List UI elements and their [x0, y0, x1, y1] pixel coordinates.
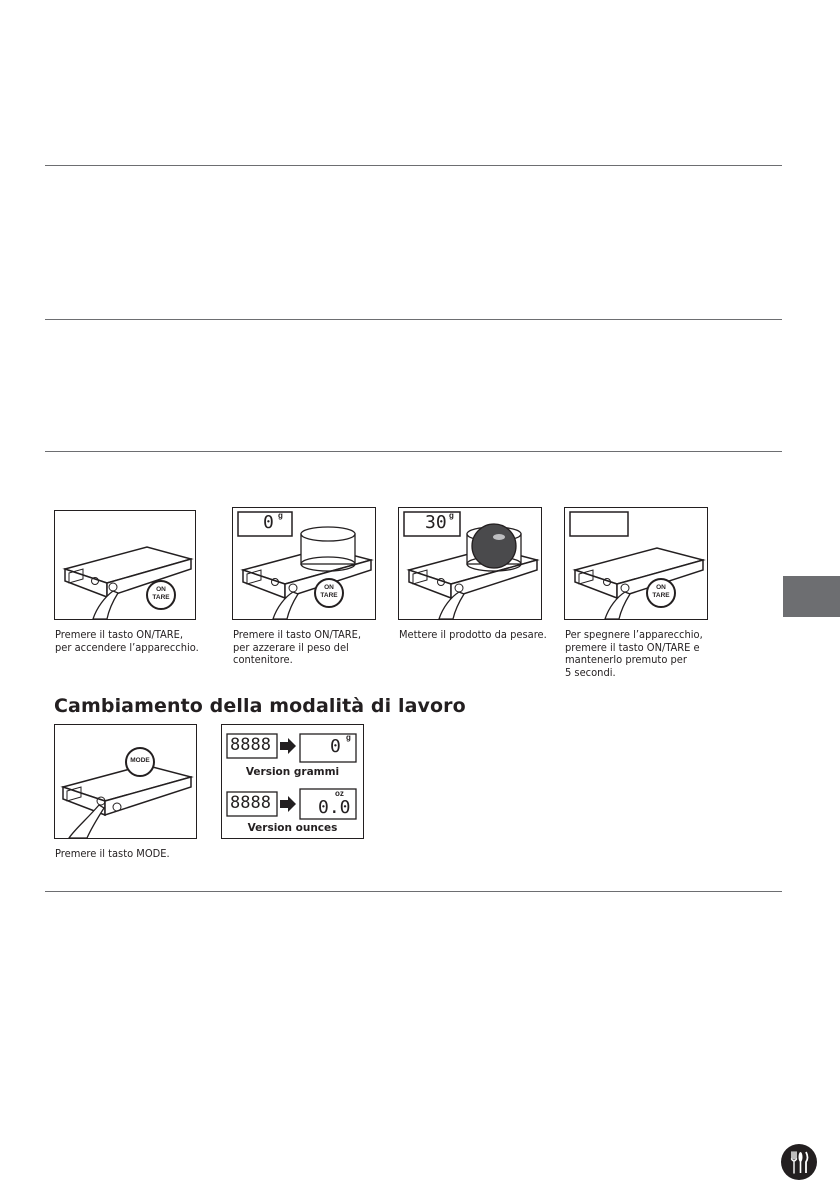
divider-rule-1	[45, 165, 782, 166]
scale-on-illustration	[55, 511, 195, 619]
step-1-illustration	[54, 510, 196, 620]
mode-caption	[55, 848, 170, 861]
caption-line: mantenerlo premuto per	[565, 653, 687, 666]
weight-display-value: 30	[425, 512, 447, 533]
divider-rule-3	[45, 451, 782, 452]
caption-line: premere il tasto ON/TARE e	[565, 640, 700, 654]
version-illustration	[221, 724, 364, 839]
caption-line: Premere il tasto MODE.	[55, 847, 170, 860]
test-display-grams: 8888	[230, 735, 271, 755]
step-3-caption	[399, 629, 547, 642]
ounces-reading: 0.0	[318, 797, 351, 818]
test-display-ounces: 8888	[230, 793, 271, 813]
button-label-top: ON	[156, 586, 166, 593]
grams-reading: 0	[330, 736, 341, 757]
divider-rule-4	[45, 891, 782, 892]
button-label-top: ON	[324, 584, 334, 591]
step-2-caption	[233, 629, 361, 667]
section-tab-marker	[783, 576, 840, 617]
weight-display-value: 0	[263, 512, 274, 533]
divider-rule-2	[45, 319, 782, 320]
caption-line: Per spegnere l’apparecchio,	[565, 628, 703, 641]
caption-line: per azzerare il peso del	[233, 640, 349, 654]
caption-line: Mettere il prodotto da pesare.	[399, 628, 547, 641]
cutlery-logo-icon	[781, 1144, 817, 1180]
step-4-illustration	[564, 507, 708, 620]
step-3-illustration	[398, 507, 542, 620]
button-label-bottom: TARE	[652, 592, 670, 599]
grams-unit: g	[346, 733, 351, 742]
scale-container-illustration	[233, 508, 375, 619]
step-2-illustration	[232, 507, 376, 620]
weight-display-unit: g	[278, 511, 283, 520]
step-4-caption	[565, 629, 703, 679]
mode-illustration	[54, 724, 197, 839]
caption-line: Premere il tasto ON/TARE,	[233, 628, 362, 641]
button-label-bottom: TARE	[152, 594, 170, 601]
section-title: Cambiamento della modalità di lavoro	[54, 695, 466, 717]
scale-product-illustration	[399, 508, 541, 619]
version-grams-label: Version grammi	[245, 766, 340, 778]
scale-off-illustration	[565, 508, 707, 619]
mode-button-label: MODE	[130, 757, 150, 764]
step-1-caption	[55, 629, 199, 654]
caption-line: contenitore.	[233, 653, 293, 666]
button-label-bottom: TARE	[320, 592, 338, 599]
caption-line: per accendere l’apparecchio.	[55, 640, 199, 654]
ounces-unit: oz	[335, 789, 344, 798]
caption-line: 5 secondi.	[565, 665, 616, 679]
caption-line: Premere il tasto ON/TARE,	[55, 628, 184, 641]
scale-mode-illustration	[55, 725, 196, 838]
button-label-top: ON	[656, 584, 666, 591]
weight-display-unit: g	[449, 511, 454, 520]
version-ounces-label: Version ounces	[247, 822, 338, 834]
